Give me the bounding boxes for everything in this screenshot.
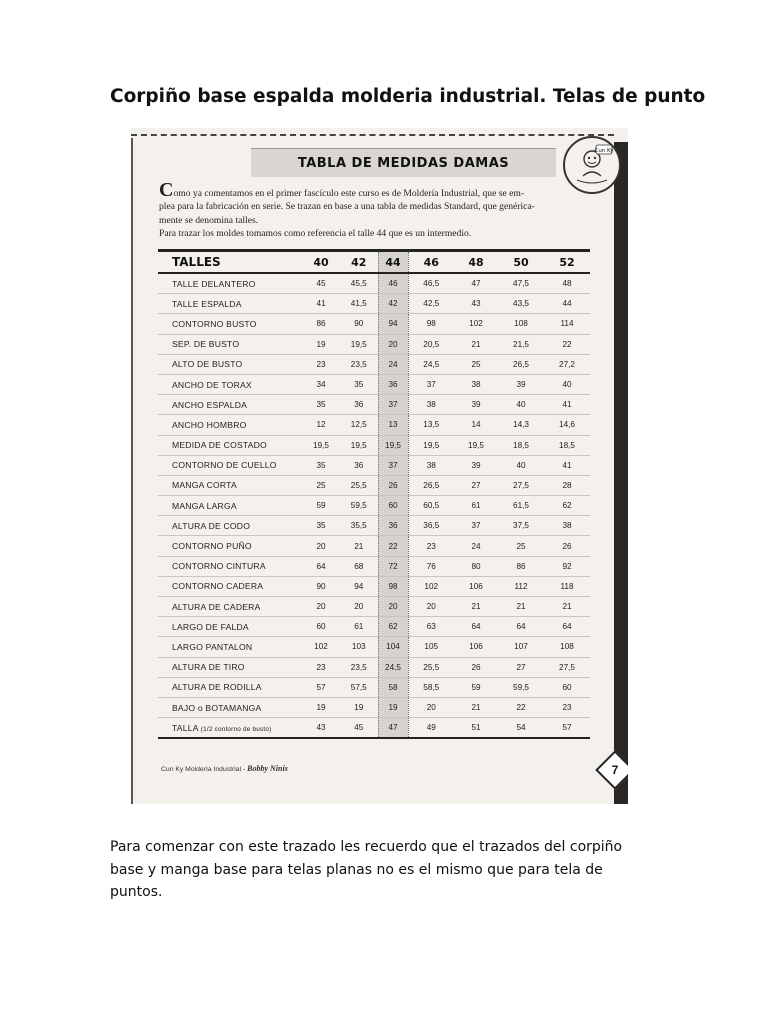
table-cell: 23 bbox=[302, 657, 340, 677]
table-cell: 24 bbox=[378, 354, 408, 374]
table-cell: 24,5 bbox=[408, 354, 454, 374]
left-frame-border bbox=[131, 138, 133, 804]
table-cell: 54 bbox=[498, 718, 544, 739]
table-cell: 27,5 bbox=[498, 475, 544, 495]
table-cell: 57 bbox=[302, 677, 340, 697]
table-row bbox=[158, 536, 590, 556]
intro-line-2: plea para la fabricación en serie. Se trazan en base a una tabla de medidas Standard, que genérica- bbox=[159, 201, 535, 213]
table-cell: 27 bbox=[498, 657, 544, 677]
table-cell: 42,5 bbox=[408, 294, 454, 314]
measurement-label: TALLE DELANTERO bbox=[158, 273, 302, 294]
table-cell: 38 bbox=[408, 395, 454, 415]
table-row bbox=[158, 657, 590, 677]
table-cell: 47,5 bbox=[498, 273, 544, 294]
table-cell: 39 bbox=[498, 374, 544, 394]
table-cell: 37 bbox=[454, 516, 498, 536]
table-cell: 57,5 bbox=[340, 677, 378, 697]
table-cell: 19 bbox=[340, 697, 378, 717]
table-cell: 35 bbox=[340, 374, 378, 394]
table-cell: 20 bbox=[302, 597, 340, 617]
column-header: 48 bbox=[454, 252, 498, 273]
table-cell: 103 bbox=[340, 637, 378, 657]
table-cell: 62 bbox=[544, 496, 590, 516]
table-cell: 18,5 bbox=[498, 435, 544, 455]
size-table-body bbox=[158, 273, 590, 738]
table-heading: TABLA DE MEDIDAS DAMAS bbox=[297, 155, 510, 171]
table-cell: 38 bbox=[544, 516, 590, 536]
table-cell: 13 bbox=[378, 415, 408, 435]
table-cell: 23 bbox=[408, 536, 454, 556]
table-cell: 21 bbox=[454, 697, 498, 717]
table-cell: 98 bbox=[408, 314, 454, 334]
table-cell: 51 bbox=[454, 718, 498, 739]
intro-line-3: mente se denomina talles. bbox=[159, 214, 259, 226]
intro-paragraph bbox=[159, 179, 594, 240]
table-cell: 22 bbox=[544, 334, 590, 354]
table-row bbox=[158, 597, 590, 617]
table-cell: 76 bbox=[408, 556, 454, 576]
column-header: 40 bbox=[302, 252, 340, 273]
table-cell: 112 bbox=[498, 576, 544, 596]
table-cell: 106 bbox=[454, 637, 498, 657]
measurement-label: BAJO o BOTAMANGA bbox=[158, 697, 302, 717]
table-cell: 20 bbox=[378, 597, 408, 617]
table-cell: 107 bbox=[498, 637, 544, 657]
table-cell: 23 bbox=[302, 354, 340, 374]
measurement-label: MANGA CORTA bbox=[158, 475, 302, 495]
measurement-label: LARGO PANTALON bbox=[158, 637, 302, 657]
document-title: Corpiño base espalda molderia industrial. Telas de punto bbox=[110, 86, 706, 107]
table-cell: 12 bbox=[302, 415, 340, 435]
scanned-page bbox=[131, 128, 628, 804]
table-cell: 41 bbox=[302, 294, 340, 314]
table-row bbox=[158, 374, 590, 394]
table-cell: 60 bbox=[302, 617, 340, 637]
table-cell: 20 bbox=[408, 597, 454, 617]
table-header-box bbox=[251, 148, 556, 177]
table-cell: 25 bbox=[302, 475, 340, 495]
table-cell: 86 bbox=[498, 556, 544, 576]
table-cell: 59,5 bbox=[498, 677, 544, 697]
table-cell: 25 bbox=[454, 354, 498, 374]
measurement-label: ANCHO ESPALDA bbox=[158, 395, 302, 415]
column-header: TALLES bbox=[158, 252, 302, 273]
table-cell: 63 bbox=[408, 617, 454, 637]
table-cell: 19 bbox=[302, 334, 340, 354]
table-row bbox=[158, 475, 590, 495]
table-cell: 35 bbox=[302, 395, 340, 415]
measurement-label bbox=[158, 718, 302, 739]
table-row bbox=[158, 294, 590, 314]
table-cell: 49 bbox=[408, 718, 454, 739]
table-cell: 86 bbox=[302, 314, 340, 334]
page-number: 7 bbox=[611, 763, 619, 777]
measurement-label: CONTORNO CADERA bbox=[158, 576, 302, 596]
table-cell: 25 bbox=[498, 536, 544, 556]
table-cell: 40 bbox=[498, 395, 544, 415]
table-cell: 19 bbox=[302, 697, 340, 717]
dashed-cut-line bbox=[131, 134, 614, 136]
intro-line-1: omo ya comentamos en el primer fascículo este curso es de Moldería Industrial, que se em- bbox=[173, 188, 525, 199]
table-cell: 38 bbox=[408, 455, 454, 475]
table-cell: 12,5 bbox=[340, 415, 378, 435]
table-cell: 21 bbox=[340, 536, 378, 556]
table-cell: 102 bbox=[302, 637, 340, 657]
table-cell: 43 bbox=[302, 718, 340, 739]
measurement-label: CONTORNO PUÑO bbox=[158, 536, 302, 556]
table-row bbox=[158, 637, 590, 657]
table-cell: 43 bbox=[454, 294, 498, 314]
table-cell: 43,5 bbox=[498, 294, 544, 314]
measurement-label: ALTURA DE TIRO bbox=[158, 657, 302, 677]
table-cell: 22 bbox=[378, 536, 408, 556]
column-header: 52 bbox=[544, 252, 590, 273]
table-cell: 59 bbox=[454, 677, 498, 697]
table-row bbox=[158, 334, 590, 354]
table-cell: 41 bbox=[544, 395, 590, 415]
table-cell: 14,6 bbox=[544, 415, 590, 435]
table-cell: 26,5 bbox=[408, 475, 454, 495]
intro-line-4: Para trazar los moldes tomamos como referencia el talle 44 que es un intermedio. bbox=[159, 227, 472, 239]
table-cell: 105 bbox=[408, 637, 454, 657]
table-row bbox=[158, 496, 590, 516]
table-cell: 27,2 bbox=[544, 354, 590, 374]
table-cell: 102 bbox=[408, 576, 454, 596]
measurement-label: ALTO DE BUSTO bbox=[158, 354, 302, 374]
logo-text: Cun Ky bbox=[594, 148, 614, 154]
talla-note: (1/2 contorno de busto) bbox=[200, 725, 272, 733]
table-cell: 62 bbox=[378, 617, 408, 637]
table-cell: 64 bbox=[454, 617, 498, 637]
table-cell: 21 bbox=[454, 334, 498, 354]
table-cell: 22 bbox=[498, 697, 544, 717]
table-cell: 94 bbox=[378, 314, 408, 334]
table-row bbox=[158, 697, 590, 717]
table-cell: 35 bbox=[302, 516, 340, 536]
table-cell: 80 bbox=[454, 556, 498, 576]
column-header: 42 bbox=[340, 252, 378, 273]
column-header: 50 bbox=[498, 252, 544, 273]
mascot-drawing bbox=[569, 142, 615, 188]
right-frame-bar bbox=[614, 142, 628, 804]
table-cell: 26 bbox=[544, 536, 590, 556]
table-cell: 36,5 bbox=[408, 516, 454, 536]
table-cell: 25,5 bbox=[340, 475, 378, 495]
table-row bbox=[158, 516, 590, 536]
table-cell: 102 bbox=[454, 314, 498, 334]
table-cell: 37 bbox=[408, 374, 454, 394]
table-cell: 35,5 bbox=[340, 516, 378, 536]
table-cell: 60 bbox=[544, 677, 590, 697]
measurement-label: LARGO DE FALDA bbox=[158, 617, 302, 637]
table-cell: 18,5 bbox=[544, 435, 590, 455]
size-table-container bbox=[158, 249, 590, 739]
table-cell: 34 bbox=[302, 374, 340, 394]
table-cell: 14 bbox=[454, 415, 498, 435]
measurement-label: CONTORNO BUSTO bbox=[158, 314, 302, 334]
table-cell: 37 bbox=[378, 395, 408, 415]
table-cell: 98 bbox=[378, 576, 408, 596]
table-cell: 90 bbox=[340, 314, 378, 334]
table-cell: 45 bbox=[302, 273, 340, 294]
table-cell: 61 bbox=[340, 617, 378, 637]
table-cell: 19 bbox=[378, 697, 408, 717]
table-cell: 114 bbox=[544, 314, 590, 334]
table-row bbox=[158, 617, 590, 637]
table-cell: 39 bbox=[454, 395, 498, 415]
table-cell: 36 bbox=[378, 374, 408, 394]
table-cell: 60 bbox=[378, 496, 408, 516]
table-row bbox=[158, 576, 590, 596]
table-cell: 21,5 bbox=[498, 334, 544, 354]
table-cell: 20,5 bbox=[408, 334, 454, 354]
column-header: 44 bbox=[378, 252, 408, 273]
table-row bbox=[158, 273, 590, 294]
table-cell: 41,5 bbox=[340, 294, 378, 314]
table-cell: 64 bbox=[302, 556, 340, 576]
table-cell: 23 bbox=[544, 697, 590, 717]
table-cell: 44 bbox=[544, 294, 590, 314]
table-cell: 108 bbox=[498, 314, 544, 334]
table-row bbox=[158, 415, 590, 435]
table-cell: 14,3 bbox=[498, 415, 544, 435]
table-cell: 19,5 bbox=[302, 435, 340, 455]
table-cell: 42 bbox=[378, 294, 408, 314]
table-cell: 19,5 bbox=[454, 435, 498, 455]
table-header-row bbox=[158, 252, 590, 273]
table-cell: 36 bbox=[340, 395, 378, 415]
table-cell: 58 bbox=[378, 677, 408, 697]
table-cell: 19,5 bbox=[378, 435, 408, 455]
table-cell: 60,5 bbox=[408, 496, 454, 516]
table-cell: 106 bbox=[454, 576, 498, 596]
table-cell: 21 bbox=[498, 597, 544, 617]
table-cell: 64 bbox=[544, 617, 590, 637]
footer-text: Cun Ky Moldería Industrial - bbox=[161, 766, 248, 773]
table-cell: 39 bbox=[454, 455, 498, 475]
table-cell: 21 bbox=[454, 597, 498, 617]
table-cell: 28 bbox=[544, 475, 590, 495]
table-cell: 23,5 bbox=[340, 354, 378, 374]
table-cell: 59,5 bbox=[340, 496, 378, 516]
table-cell: 19,5 bbox=[408, 435, 454, 455]
table-cell: 61,5 bbox=[498, 496, 544, 516]
table-row bbox=[158, 556, 590, 576]
table-cell: 27,5 bbox=[544, 657, 590, 677]
table-row bbox=[158, 677, 590, 697]
table-cell: 57 bbox=[544, 718, 590, 739]
table-row bbox=[158, 395, 590, 415]
table-cell: 118 bbox=[544, 576, 590, 596]
table-cell: 40 bbox=[544, 374, 590, 394]
measurement-label: MANGA LARGA bbox=[158, 496, 302, 516]
table-cell: 19,5 bbox=[340, 435, 378, 455]
table-cell: 46,5 bbox=[408, 273, 454, 294]
measurement-label: MEDIDA DE COSTADO bbox=[158, 435, 302, 455]
table-cell: 24,5 bbox=[378, 657, 408, 677]
table-cell: 104 bbox=[378, 637, 408, 657]
table-row bbox=[158, 718, 590, 739]
table-cell: 36 bbox=[340, 455, 378, 475]
measurement-label: ANCHO DE TORAX bbox=[158, 374, 302, 394]
table-cell: 61 bbox=[454, 496, 498, 516]
table-cell: 92 bbox=[544, 556, 590, 576]
table-cell: 48 bbox=[544, 273, 590, 294]
table-row bbox=[158, 435, 590, 455]
measurement-label: SEP. DE BUSTO bbox=[158, 334, 302, 354]
table-cell: 45 bbox=[340, 718, 378, 739]
table-cell: 21 bbox=[544, 597, 590, 617]
table-cell: 20 bbox=[408, 697, 454, 717]
page-footer bbox=[161, 764, 288, 773]
table-cell: 19,5 bbox=[340, 334, 378, 354]
table-cell: 35 bbox=[302, 455, 340, 475]
table-cell: 64 bbox=[498, 617, 544, 637]
table-cell: 90 bbox=[302, 576, 340, 596]
measurement-label-text: TALLA bbox=[172, 722, 199, 733]
table-cell: 94 bbox=[340, 576, 378, 596]
table-row bbox=[158, 354, 590, 374]
table-cell: 37,5 bbox=[498, 516, 544, 536]
table-cell: 68 bbox=[340, 556, 378, 576]
table-cell: 25,5 bbox=[408, 657, 454, 677]
table-cell: 41 bbox=[544, 455, 590, 475]
column-header: 46 bbox=[408, 252, 454, 273]
table-cell: 27 bbox=[454, 475, 498, 495]
table-cell: 40 bbox=[498, 455, 544, 475]
table-cell: 23,5 bbox=[340, 657, 378, 677]
table-cell: 36 bbox=[378, 516, 408, 536]
measurement-label: CONTORNO DE CUELLO bbox=[158, 455, 302, 475]
table-cell: 26 bbox=[378, 475, 408, 495]
table-cell: 59 bbox=[302, 496, 340, 516]
table-cell: 26,5 bbox=[498, 354, 544, 374]
table-cell: 13,5 bbox=[408, 415, 454, 435]
table-row bbox=[158, 455, 590, 475]
table-cell: 37 bbox=[378, 455, 408, 475]
table-cell: 58,5 bbox=[408, 677, 454, 697]
table-row bbox=[158, 314, 590, 334]
measurement-label: ANCHO HOMBRO bbox=[158, 415, 302, 435]
body-paragraph: Para comenzar con este trazado les recuerdo que el trazados del corpiño base y manga base para telas planas no es el mismo que para tela de puntos. bbox=[110, 839, 623, 900]
table-cell: 24 bbox=[454, 536, 498, 556]
table-cell: 20 bbox=[340, 597, 378, 617]
table-cell: 20 bbox=[378, 334, 408, 354]
measurement-label: ALTURA DE RODILLA bbox=[158, 677, 302, 697]
measurement-label: CONTORNO CINTURA bbox=[158, 556, 302, 576]
table-cell: 108 bbox=[544, 637, 590, 657]
table-cell: 45,5 bbox=[340, 273, 378, 294]
measurement-label: ALTURA DE CODO bbox=[158, 516, 302, 536]
table-cell: 72 bbox=[378, 556, 408, 576]
table-cell: 47 bbox=[378, 718, 408, 739]
table-cell: 46 bbox=[378, 273, 408, 294]
table-cell: 38 bbox=[454, 374, 498, 394]
drop-cap: C bbox=[159, 179, 174, 201]
footer-signature: Bobby Ninis bbox=[247, 764, 288, 773]
table-cell: 26 bbox=[454, 657, 498, 677]
table-cell: 20 bbox=[302, 536, 340, 556]
size-table bbox=[158, 252, 590, 739]
measurement-label: ALTURA DE CADERA bbox=[158, 597, 302, 617]
table-cell: 47 bbox=[454, 273, 498, 294]
measurement-label: TALLE ESPALDA bbox=[158, 294, 302, 314]
